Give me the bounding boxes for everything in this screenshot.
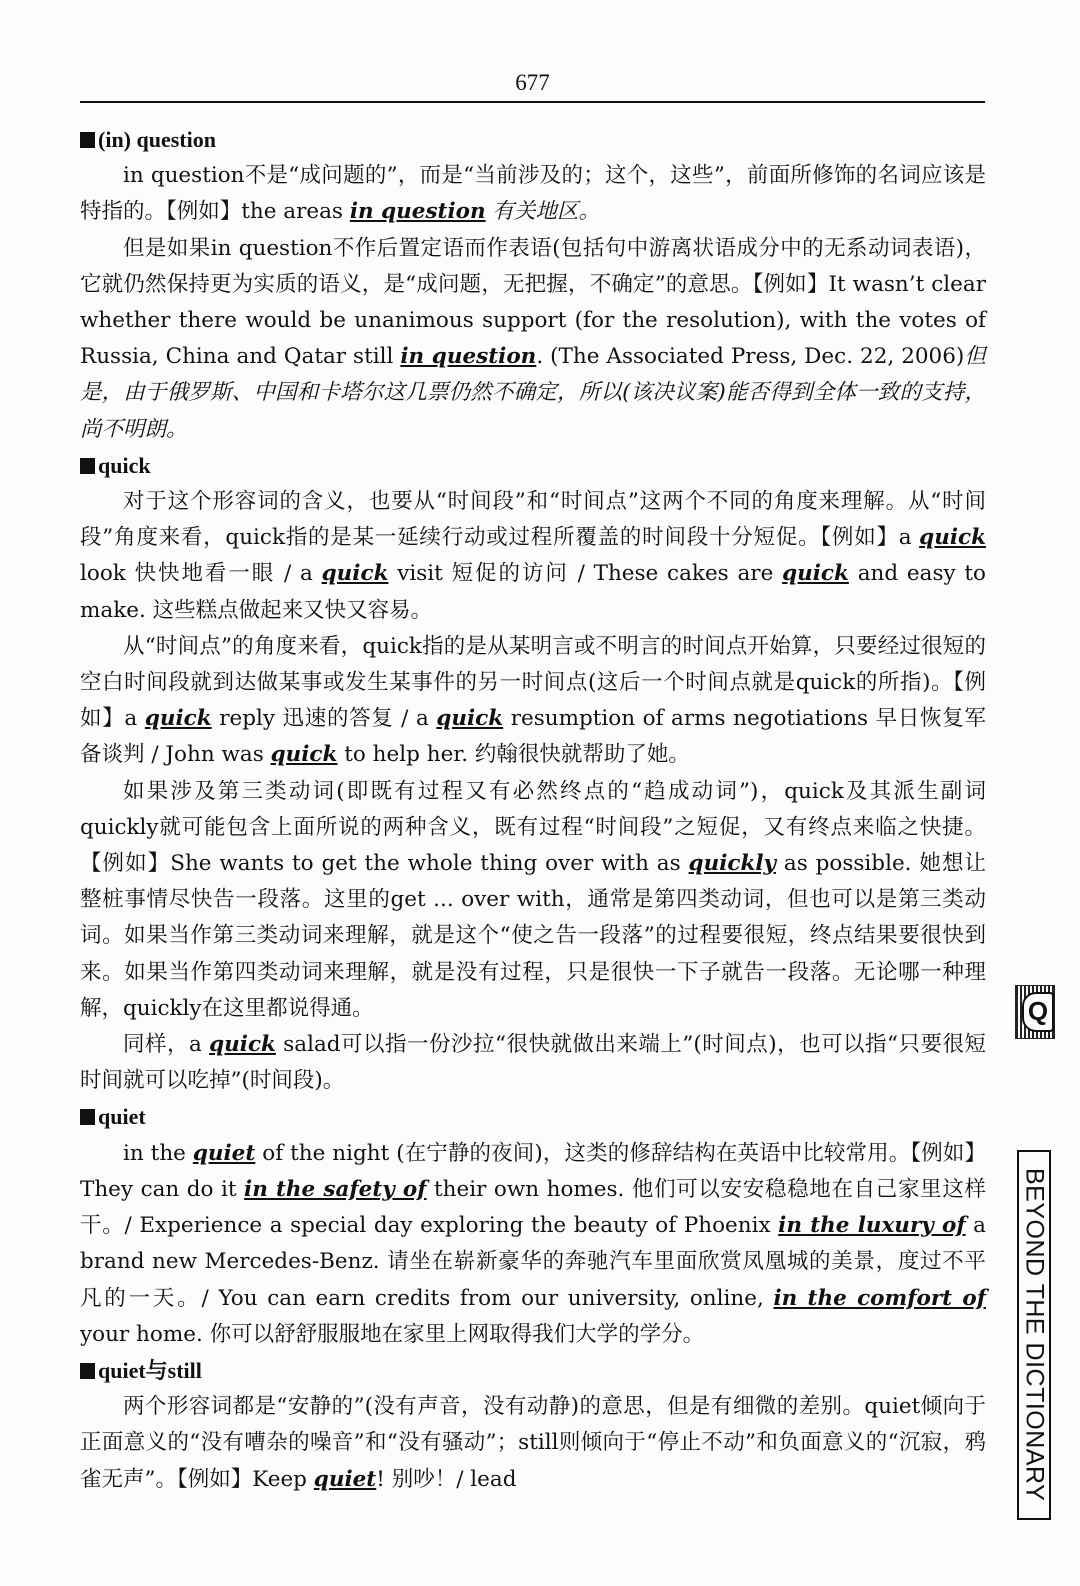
example-phrase: in the comfort of — [773, 1285, 986, 1311]
entry-heading-quick: quick — [80, 448, 986, 484]
side-section-label — [1017, 1150, 1051, 1520]
square-bullet-icon — [80, 1109, 95, 1125]
square-bullet-icon — [80, 1363, 95, 1379]
paragraph: 如果涉及第三类动词(即既有过程又有必然终点的“趋成动词”)，quick及其派生副词quickly就可能包含上面所说的两种含义，既有过程“时间段”之短促，又有终点来临之快捷。【例如】She wants to get the whole thing over with as quickly as possible. 她想让整桩事情尽快告一段落。这里的get ... over with，通常是第四类动词，但也可以是第三类动词。如果当作第三类动词来理解，就是这个“使之告一段落”的过程要很短，终点结果要很快到来。如果当作第四类动词来理解，就是没有过程，只是很快一下子就告一段落。无论哪一种理解，quickly在这里都说得通。 — [80, 778, 987, 1021]
entry-heading-quiet-still: quiet与still — [80, 1353, 986, 1389]
paragraph: in question不是“成问题的”，而是“当前涉及的；这个，这些”，前面所修饰的名词应该是特指的。【例如】the areas in question 有关地区。 — [80, 163, 986, 225]
paragraph: 同样，a quick salad可以指一份沙拉“很快就做出来端上”(时间点)，也可以指“只要很短时间就可以吃掉”(时间段)。 — [80, 1032, 986, 1094]
side-label-text: BEYOND THE DICTIONARY — [1020, 1168, 1049, 1502]
paragraph: 两个形容词都是“安静的”(没有声音，没有动静)的意思，但是有细微的差别。quiet倾向于正面意义的“没有嘈杂的噪音”和“没有骚动”；still则倾向于“停止不动”和负面意义的“沉寂，鸦雀无声”。【例如】Keep quiet! 别吵！/ lead — [80, 1394, 986, 1492]
entry-heading-quiet: quiet — [80, 1099, 986, 1135]
example-phrase: in the luxury of — [778, 1213, 966, 1239]
page-number: 677 — [515, 70, 550, 95]
page-body — [80, 122, 986, 1498]
translation: 但是，由于俄罗斯、中国和卡塔尔这几票仍然不确定，所以(该决议案)能否得到全体一致的支持，尚不明朗。 — [80, 344, 986, 442]
paragraph: 但是如果in question不作后置定语而作表语(包括句中游离状语成分中的无系动词表语)，它就仍然保持更为实质的语义，是“成问题，无把握，不确定”的意思。【例如】It wasn’t clear whether there would be unanimous support (for the resolution), with the votes of Russia, China and Qatar still in question. (The Associated Press, Dec. 22, 2006)但是，由于俄罗斯、中国和卡塔尔这几票仍然不确定，所以(该决议案)能否得到全体一致的支持，尚不明朗。 — [80, 235, 986, 442]
thumb-index-letter: Q — [1022, 992, 1054, 1032]
example-phrase: quick — [270, 742, 338, 768]
example-phrase: quiet — [313, 1466, 377, 1492]
header-rule — [80, 101, 985, 103]
example-phrase: quiet — [192, 1140, 256, 1166]
example-phrase: quick — [144, 706, 212, 732]
example-phrase: quick — [782, 561, 849, 587]
example-phrase: in question — [349, 199, 486, 225]
example-phrase: in question — [400, 344, 537, 370]
square-bullet-icon — [80, 132, 95, 148]
entry-heading-in-question: (in) question — [80, 122, 986, 158]
example-phrase: quick — [321, 561, 389, 587]
paragraph: 从“时间点”的角度来看，quick指的是从某明言或不明言的时间点开始算，只要经过很短的空白时间段就到达做某事或发生某事件的另一时间点(这后一个时间点就是quick的所指)。【例如】a quick reply 迅速的答复 / a quick resumption of arms negotiations 早日恢复军备谈判 / John was quick to help her. 约翰很快就帮助了她。 — [80, 633, 986, 768]
example-phrase: quick — [209, 1032, 276, 1058]
square-bullet-icon — [80, 458, 95, 474]
example-phrase: quick — [436, 706, 504, 732]
example-phrase: in the safety of — [244, 1176, 427, 1202]
example-phrase: quickly — [688, 851, 777, 877]
paragraph: 对于这个形容词的含义，也要从“时间段”和“时间点”这两个不同的角度来理解。从“时间段”角度来看，quick指的是某一延续行动或过程所覆盖的时间段十分短促。【例如】a quick look 快快地看一眼 / a quick visit 短促的访问 / These cakes are quick and easy to make. 这些糕点做起来又快又容易。 — [80, 489, 986, 623]
paragraph: in the quiet of the night (在宁静的夜间)，这类的修辞结构在英语中比较常用。【例如】They can do it in the safety of their own homes. 他们可以安安稳稳地在自己家里这样干。/ Experience a special day exploring the beauty of Phoenix in the luxury of a brand new Mercedes-Benz. 请坐在崭新豪华的奔驰汽车里面欣赏凤凰城的美景，度过不平凡的一天。/ You can earn credits from our university, online, in the comfort of your home. 你可以舒舒服服地在家里上网取得我们大学的学分。 — [80, 1140, 986, 1347]
example-phrase: quick — [919, 525, 986, 551]
